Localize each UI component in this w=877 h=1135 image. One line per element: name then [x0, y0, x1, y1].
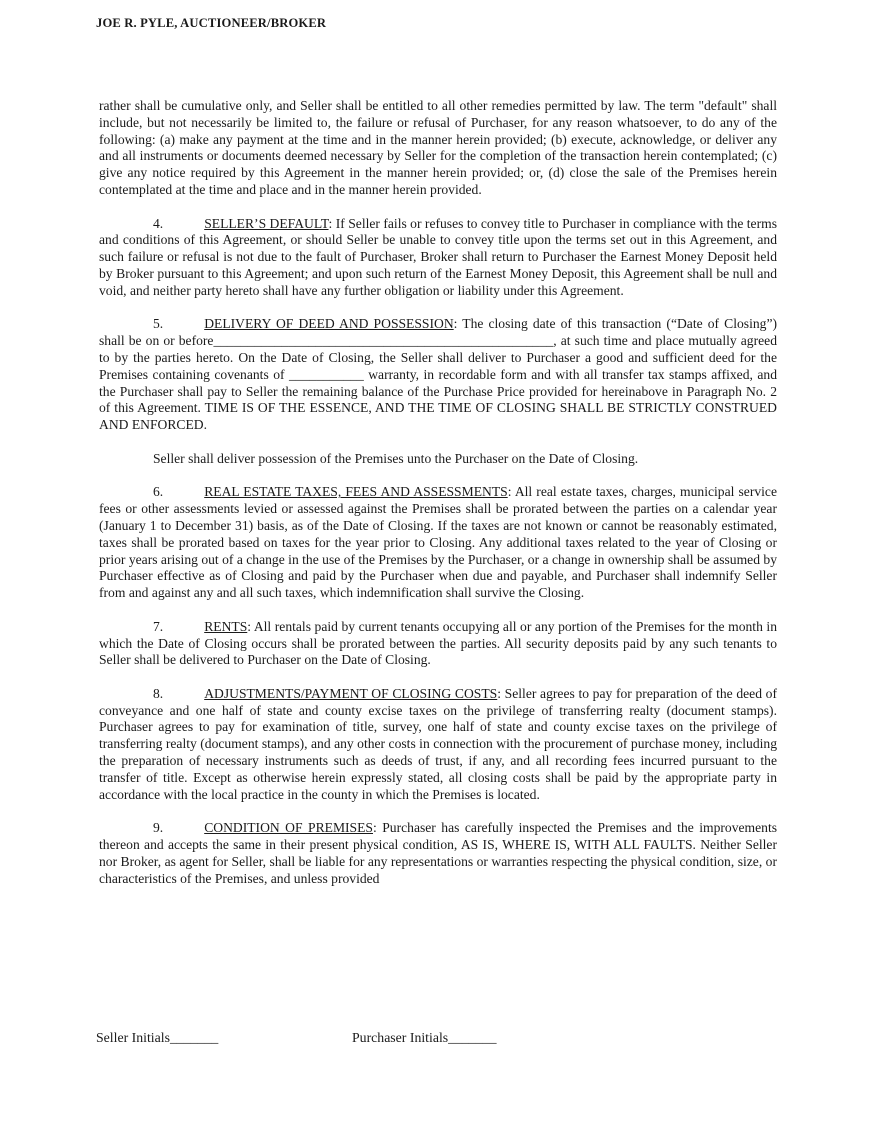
section-8-heading: ADJUSTMENTS/PAYMENT OF CLOSING COSTS: [204, 685, 498, 701]
seller-initials-label: Seller Initials: [96, 1030, 170, 1045]
paragraph-default-remedies-text: rather shall be cumulative only, and Seller shall be entitled to all other remedies permitted by law. The term "default" shall include, but not necessarily be limited to, the failure or refusal of Purchaser, for any reason whatsoever, to do any of the following: (a) make any payment at the time and in the manner herein provided; (b) execute, acknowledge, or deliver any and all instruments or documents deemed necessary by Seller for the completion of the transaction herein contemplated; (c) give any notice required by this Agreement in the manner herein provided; or, (d) close the sale of the Premises herein contemplated at the time and place and in the manner herein provided.: [99, 98, 777, 197]
paragraph-possession: [99, 451, 777, 468]
section-7-heading: RENTS: [204, 618, 248, 634]
purchaser-initials: [352, 1030, 496, 1046]
section-4-sellers-default: [99, 216, 777, 300]
section-9-number: 9.: [153, 820, 164, 836]
section-5-delivery-of-deed-text: : The closing date of this transaction (“Date of Closing”) shall be on or before: [99, 316, 778, 349]
broker-header: JOE R. PYLE, AUCTIONEER/BROKER: [96, 16, 327, 30]
paragraph-possession-text: Seller shall deliver possession of the Premises unto the Purchaser on the Date of Closing.: [153, 450, 639, 466]
section-7-rents: [99, 619, 777, 669]
section-8-number: 8.: [153, 685, 164, 701]
paragraph-default-remedies: [99, 98, 777, 199]
initials-footer: [96, 1030, 774, 1054]
section-9-condition-of-premises: [99, 820, 777, 887]
purchaser-initials-blank: _______: [448, 1030, 497, 1045]
section-8-closing-costs-text: : Seller agrees to pay for preparation of the deed of conveyance and one half of state and county excise taxes on the privilege of transferring realty (document stamps). Purchaser agrees to pay for examination of title, survey, one half of state and county excise taxes on the privilege of transferring realty (document stamps), and any other costs in connection with the procurement of purchase money, including the preparation of necessary instruments such as deeds of trust, if any, and all recording fees incurred pursuant to the transfer of title. Except as otherwise herein expressly stated, all closing costs shall be paid by the appropriate party in accordance with the local practice in the county in which the Premises is located.: [99, 685, 777, 802]
section-6-heading: REAL ESTATE TAXES, FEES AND ASSESSMENTS: [204, 484, 508, 500]
warranty-type-blank: ___________: [289, 366, 364, 382]
seller-initials-blank: _______: [169, 1030, 219, 1045]
document-body: [99, 98, 777, 887]
section-5-number: 5.: [153, 316, 164, 332]
section-5-delivery-of-deed-text: , at such time and place mutually agreed to by the parties hereto. On the Date of Closing, the Seller shall deliver to Purchaser a good and sufficient deed for the Premises containing covenants of: [99, 333, 777, 382]
section-7-rents-text: : All rentals paid by current tenants occupying all or any portion of the Premises for the month in which the Date of Closing occurs shall be prorated between the parties. All security deposits paid by any such tenants to Seller shall be delivered to Purchaser on the Date of Closing.: [99, 618, 777, 668]
section-8-closing-costs: [99, 686, 777, 804]
section-9-heading: CONDITION OF PREMISES: [204, 820, 373, 836]
section-4-number: 4.: [153, 215, 164, 231]
section-6-number: 6.: [153, 484, 164, 500]
section-6-real-estate-taxes-text: : All real estate taxes, charges, municipal service fees or other assessments levied or assessed against the Premises shall be prorated between the parties on a calendar year (January 1 to December 31) basis, as of the Date of Closing. If the taxes are not known or cannot be reasonably estimated, taxes shall be prorated based on taxes for the year prior to Closing. Any additional taxes related to the year of Closing or prior years arising out of a change in the use of the Premises by the Purchaser, or a change in ownership shall be assumed by Purchaser effective as of Closing and paid by the Purchaser when due and payable, and Purchaser shall indemnify Seller from and against any and all such taxes, which indemnification shall survive the Closing.: [99, 484, 777, 601]
closing-date-blank: __________________________________________________: [213, 333, 554, 349]
section-5-heading: DELIVERY OF DEED AND POSSESSION: [204, 316, 454, 332]
section-9-condition-of-premises-text: : Purchaser has carefully inspected the Premises and the improvements thereon and accepts the same in their present physical condition, AS IS, WHERE IS, WITH ALL FAULTS. Neither Seller nor Broker, as agent for Seller, shall be liable for any representations or warranties respecting the physical condition, size, or characteristics of the Premises, and unless provided: [99, 820, 778, 886]
section-6-real-estate-taxes: [99, 484, 777, 602]
seller-initials: [96, 1030, 218, 1046]
purchaser-initials-label: Purchaser Initials: [352, 1030, 449, 1045]
section-5-delivery-of-deed: [99, 316, 777, 434]
section-4-heading: SELLER’S DEFAULT: [204, 215, 329, 231]
section-4-sellers-default-text: : If Seller fails or refuses to convey title to Purchaser in compliance with the terms and conditions of this Agreement, or should Seller be unable to convey title upon the terms set out in this Agreement, and such failure or refusal is not due to the fault of Purchaser, Broker shall return to Purchaser the Earnest Money Deposit held by Broker pursuant to this Agreement; and upon such return of the Earnest Money Deposit, this Agreement shall be null and void, and neither party hereto shall have any further obligation or liability under this Agreement.: [99, 215, 777, 298]
section-5-delivery-of-deed-text: warranty, in recordable form and with all transfer tax stamps affixed, and the Purchaser shall pay to Seller the remaining balance of the Purchase Price provided for hereinabove in Paragraph No. 2 of this Agreement. TIME IS OF THE ESSENCE, AND THE TIME OF CLOSING SHALL BE STRICTLY CONSTRUED AND ENFORCED.: [99, 366, 777, 433]
section-7-number: 7.: [153, 618, 164, 634]
